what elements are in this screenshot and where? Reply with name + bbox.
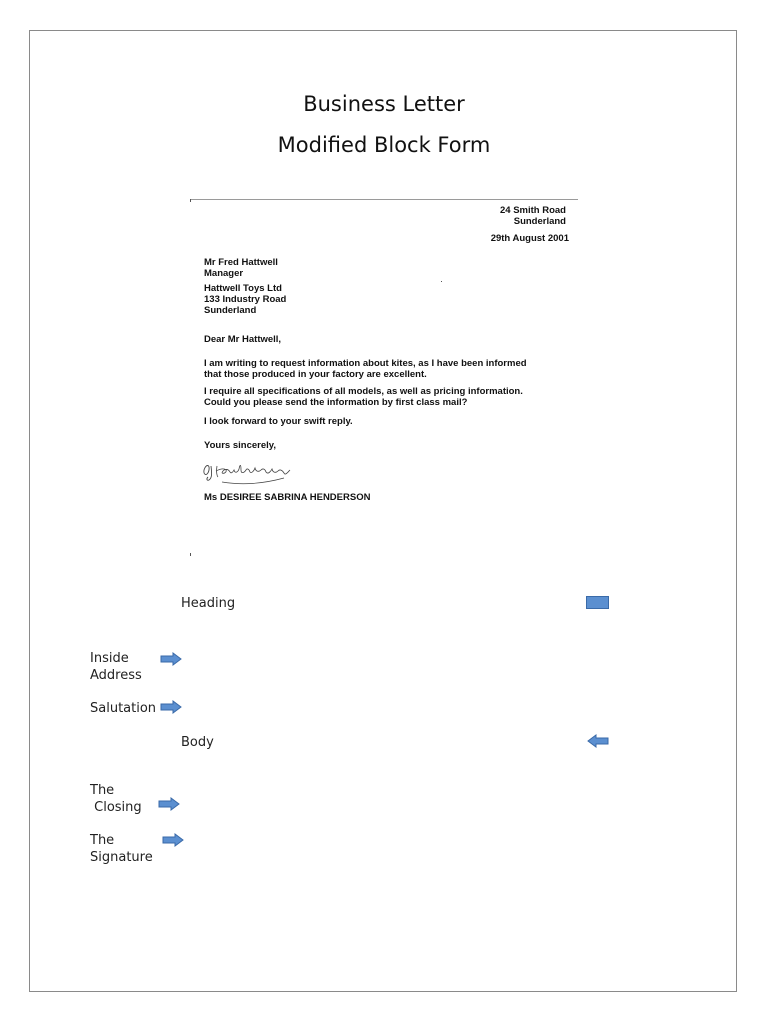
rectangle-marker-icon <box>586 596 610 610</box>
sender-address-line: 24 Smith Road <box>500 205 566 216</box>
label-body: Body <box>181 735 214 750</box>
inside-address-line: Manager <box>204 268 244 279</box>
arrow-right-icon <box>158 797 180 811</box>
sender-address-line: Sunderland <box>513 216 566 227</box>
inside-address-line: Mr Fred Hattwell <box>204 257 278 268</box>
letter-body-line: that those produced in your factory are excellent. <box>204 369 427 380</box>
label-inside-address-line2: Address <box>90 668 142 683</box>
label-salutation: Salutation <box>90 701 157 716</box>
letter-salutation: Dear Mr Hattwell, <box>204 334 282 345</box>
arrow-right-icon <box>160 700 182 714</box>
letter-corner-mark <box>190 199 191 202</box>
letter-body-line: I require all specifications of all models, as well as pricing information. <box>204 386 523 397</box>
letter-body-line: Could you please send the information by first class mail? <box>204 397 468 408</box>
signer-name: Ms DESIREE SABRINA HENDERSON <box>204 492 371 503</box>
letter-date: 29th August 2001 <box>490 233 569 244</box>
arrow-right-icon <box>160 652 182 666</box>
inside-address-line: Sunderland <box>204 305 257 316</box>
label-closing-line2: Closing <box>90 800 142 815</box>
label-heading: Heading <box>181 596 236 611</box>
label-inside-address-line1: Inside <box>90 651 129 666</box>
letter-corner-mark <box>190 553 191 556</box>
document-subtitle: Modified Block Form <box>277 133 491 157</box>
letter-dot-mark <box>441 281 442 282</box>
document-title: Business Letter <box>303 92 465 116</box>
letter-body-line: I look forward to your swift reply. <box>204 416 353 427</box>
inside-address-line: 133 Industry Road <box>204 294 287 305</box>
letter-body-line: I am writing to request information about kites, as I have been informed <box>204 358 527 369</box>
inside-address-line: Hattwell Toys Ltd <box>204 283 282 294</box>
label-signature-line1: The <box>90 833 115 848</box>
handwritten-signature <box>200 456 300 488</box>
arrow-left-icon <box>587 734 609 748</box>
label-signature-line2: Signature <box>90 850 153 865</box>
arrow-right-icon <box>162 833 184 847</box>
letter-closing: Yours sincerely, <box>204 440 276 451</box>
letter-top-rule <box>190 199 578 200</box>
label-closing-line1: The <box>90 783 115 798</box>
